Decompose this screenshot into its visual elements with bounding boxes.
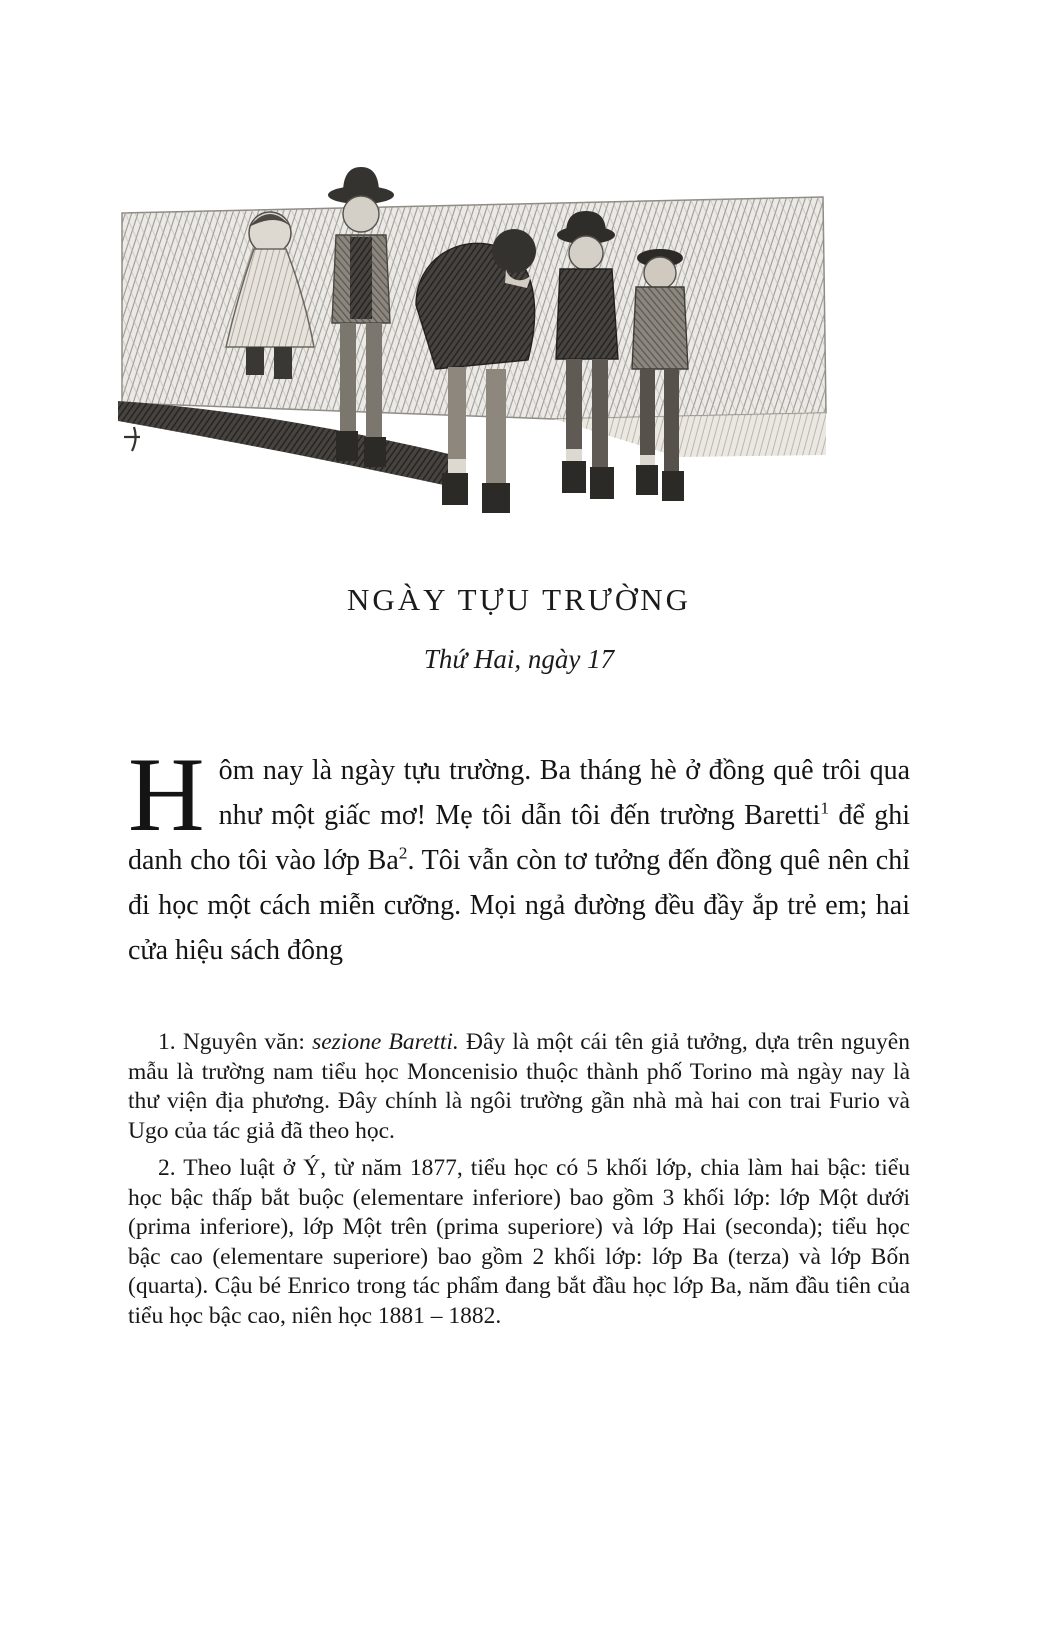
chapter-subtitle: Thứ Hai, ngày 17 (423, 644, 615, 674)
footnotes-block (128, 1028, 910, 1331)
footnote-ref-1: 1 (820, 798, 829, 818)
drop-cap: H (128, 736, 205, 853)
footnote-1 (128, 1028, 910, 1146)
children-engraving-image (118, 155, 828, 530)
footnote-1-rest: Đây là một cái tên giả tưởng, dựa trên nguyên mẫu là trường nam tiểu học Moncenisio thuộc thành phố Torino mà ngày nay là thư viện địa phương. Đây chính là ngôi trường gần nhà mà hai con trai Furio và Ugo của tác giả đã theo học. (128, 1029, 910, 1144)
body-segment-2: để ghi danh cho tôi vào lớp Ba (128, 800, 910, 876)
footnote-2: 2. Theo luật ở Ý, từ năm 1877, tiểu học có 5 khối lớp, chia làm hai bậc: tiểu học bậc thấp bắt buộc (elementare inferiore) bao gồm 3 khối lớp: lớp Một dưới (prima inferiore), lớp Một trên (prima superiore) và lớp Hai (seconda); tiểu học bậc cao (elementare superiore) bao gồm 2 khối lớp: lớp Ba (terza) và lớp Bốn (quarta). Cậu bé Enrico trong tác phẩm đang bắt đầu học lớp Ba, năm đầu tiên của tiểu học bậc cao, niên học 1881 – 1882. (128, 1155, 910, 1329)
chapter-illustration (118, 155, 828, 530)
chapter-title: NGÀY TỰU TRƯỜNG (347, 582, 691, 617)
body-segment-3: . Tôi vẫn còn tơ tưởng đến đồng quê nên chỉ đi học một cách miễn cưỡng. Mọi ngả đường đều đầy ắp trẻ em; hai cửa hiệu sách đông (128, 845, 910, 966)
body-segment-1: ôm nay là ngày tựu trường. Ba tháng hè ở đồng quê trôi qua như một giấc mơ! Mẹ tôi dẫn tôi đến trường Baretti (218, 755, 910, 831)
chapter-body-paragraph (128, 736, 910, 973)
footnote-1-italic: sezione Baretti. (312, 1029, 459, 1055)
footnote-ref-2: 2 (398, 843, 408, 863)
footnote-1-lead: 1. Nguyên văn: (158, 1029, 313, 1055)
